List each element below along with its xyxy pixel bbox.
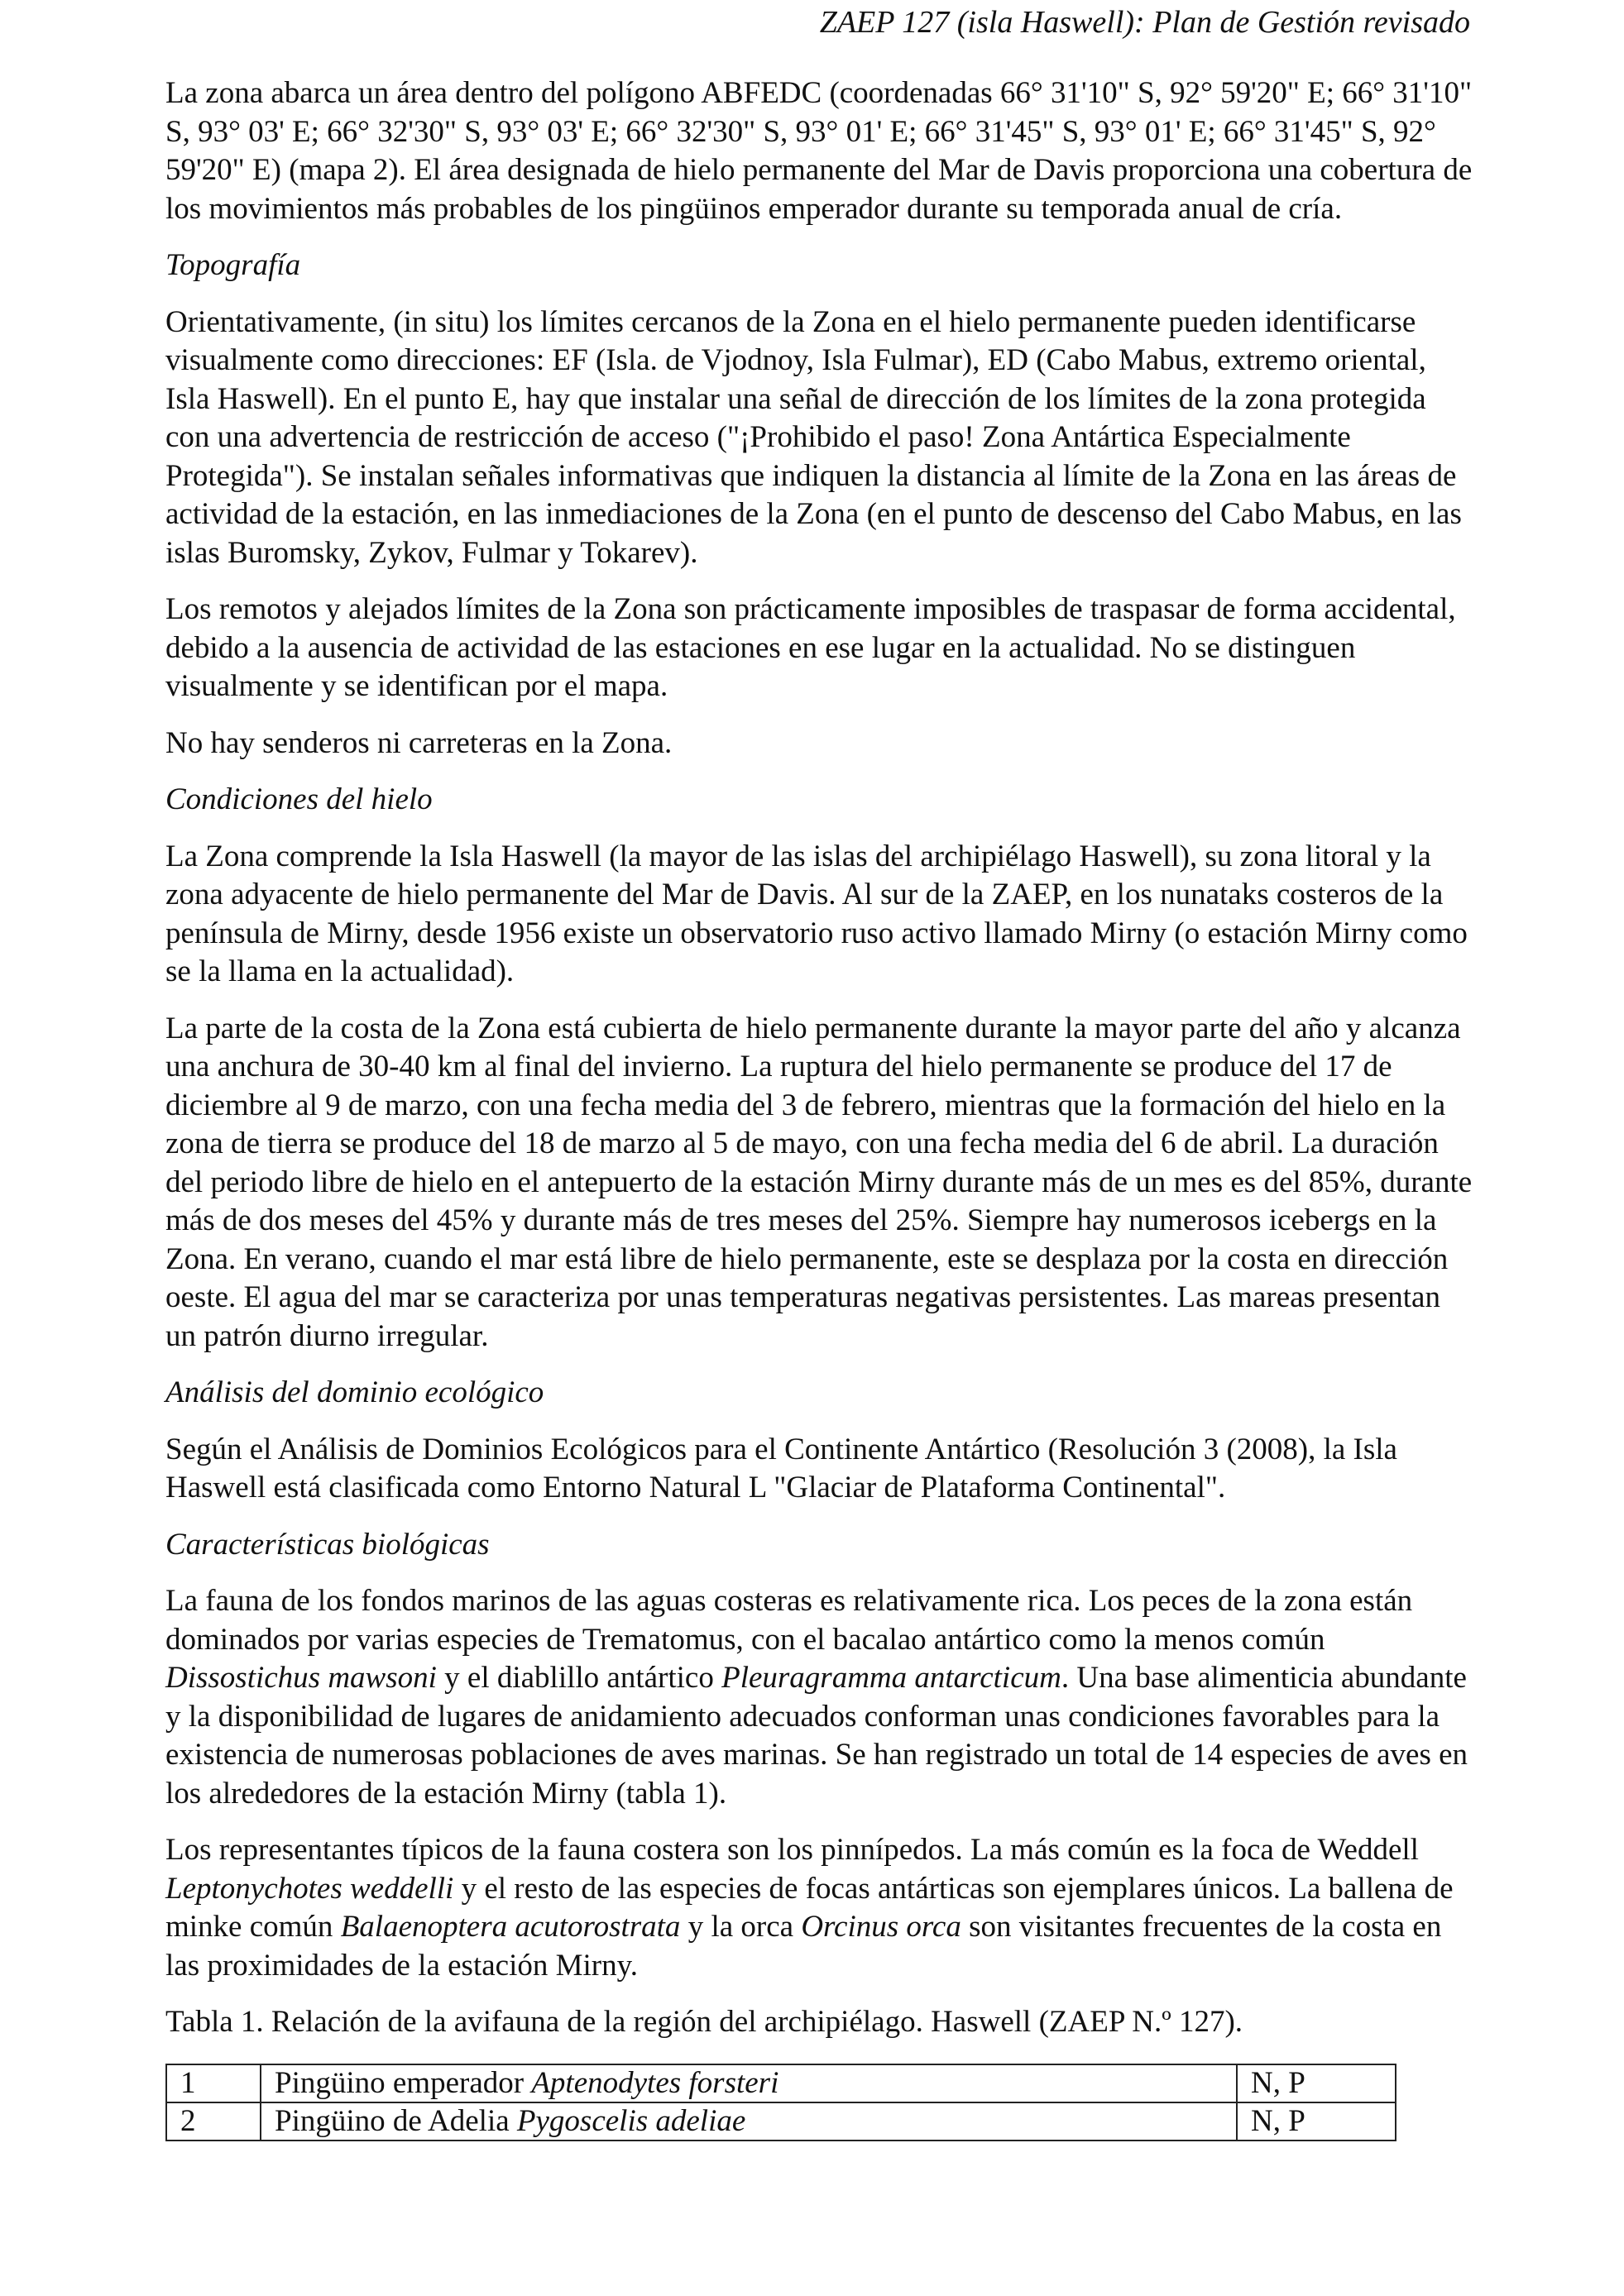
paragraph-area: La zona abarca un área dentro del polígono ABFEDC (coordenadas 66° 31'10" S, 92° 59'20" E; 66° 31'10" S, 93° 03' E; 66° 32'30" S, 93° 03' E; 66° 32'30" S, 93° 01' E; 66° 31'45" S, 93° 01' E; 66° 31'45" S, 92° 59'20" E) (mapa 2). El área designada de hielo permanente del Mar de Davis proporciona una cobertura de los movimientos más probables de los pingüinos emperador durante su temporada anual de cría. bbox=[165, 76, 1473, 226]
scientific-name: Pygoscelis adeliae bbox=[516, 2103, 746, 2138]
table-row bbox=[166, 2102, 1396, 2141]
text-run: . Una base alimenticia abundante y la disponibilidad de lugares de anidamiento adecuados conforman unas condiciones favorables para la existencia de numerosas poblaciones de aves marinas. Se han registrado un total de 14 especies de aves en los alrededores de la estación Mirny (tabla 1). bbox=[165, 1661, 1468, 1810]
species-name: Pleuragramma antarcticum bbox=[721, 1661, 1061, 1695]
row-number: 2 bbox=[166, 2102, 261, 2141]
table-caption: Tabla 1. Relación de la avifauna de la región del archipiélago. Haswell (ZAEP N.º 127). bbox=[165, 2005, 1243, 2039]
text-run: son visitantes frecuentes de la costa en las proximidades de la estación Mirny. bbox=[165, 1910, 1442, 1983]
text-run: La fauna de los fondos marinos de las aguas costeras es relativamente rica. Los peces de la zona están dominados por varias especies de Trematomus, con el bacalao antártico como la menos común bbox=[165, 1584, 1413, 1657]
paragraph-hielo-coast: La parte de la costa de la Zona está cubierta de hielo permanente durante la mayor parte del año y alcanza una anchura de 30-40 km al final del invierno. La ruptura del hielo permanente se produce del 17 de diciembre al 9 de marzo, con una fecha media del 3 de febrero, mientras que la formación del hielo en la zona de tierra se produce del 18 de marzo al 5 de mayo, con una fecha media del 6 de abril. La duración del periodo libre de hielo en el antepuerto de la estación Mirny durante más de un mes es del 85%, durante más de dos meses del 45% y durante más de tres meses del 25%. Siempre hay numerosos icebergs en la Zona. En verano, cuando el mar está libre de hielo permanente, este se desplaza por la costa en dirección oeste. El agua del mar se caracteriza por unas temperaturas negativas persistentes. Las mareas presentan un patrón diurno irregular. bbox=[165, 1011, 1473, 1353]
text-run: Los representantes típicos de la fauna costera son los pinnípedos. La más común es la foca de Weddell bbox=[165, 1833, 1419, 1867]
text-run: y el resto de las especies de focas antárticas son ejemplares únicos. La ballena de minke común bbox=[165, 1871, 1454, 1944]
text-run: y el diablillo antártico bbox=[436, 1661, 722, 1695]
document-body bbox=[165, 74, 1473, 2141]
scientific-name: Aptenodytes forsteri bbox=[531, 2065, 779, 2100]
status-cell: N, P bbox=[1237, 2102, 1396, 2141]
table-row bbox=[166, 2064, 1396, 2102]
species-name: Leptonychotes weddelli bbox=[165, 1871, 454, 1906]
status-cell: N, P bbox=[1237, 2064, 1396, 2102]
text-run: y la orca bbox=[680, 1910, 802, 1944]
paragraph-bio-mammals bbox=[165, 1831, 1473, 1985]
heading-topografia: Topografía bbox=[165, 248, 301, 282]
paragraph-hielo-zone: La Zona comprende la Isla Haswell (la mayor de las islas del archipiélago Haswell), su zona litoral y la zona adyacente de hielo permanente del Mar de Davis. Al sur de la ZAEP, en los nunataks costeros de la península de Mirny, desde 1956 existe un observatorio ruso activo llamado Mirny (o estación Mirny como se la llama en la actualidad). bbox=[165, 839, 1468, 988]
paragraph-topo-remote: Los remotos y alejados límites de la Zona son prácticamente imposibles de traspasar de forma accidental, debido a la ausencia de actividad de las estaciones en ese lugar en la actualidad. No se distinguen visualmente y se identifican por el mapa. bbox=[165, 592, 1456, 703]
heading-dominio-ecologico: Análisis del dominio ecológico bbox=[165, 1375, 544, 1409]
row-number: 1 bbox=[166, 2064, 261, 2102]
common-name: Pingüino emperador bbox=[275, 2065, 532, 2100]
species-name: Balaenoptera acutorostrata bbox=[340, 1910, 681, 1944]
paragraph-topo-roads: No hay senderos ni carreteras en la Zona. bbox=[165, 725, 673, 760]
common-name: Pingüino de Adelia bbox=[275, 2103, 517, 2138]
paragraph-dominio: Según el Análisis de Dominios Ecológicos para el Continente Antártico (Resolución 3 (2008), la Isla Haswell está clasificada como Entorno Natural L "Glaciar de Plataforma Continental". bbox=[165, 1432, 1397, 1504]
species-name: Dissostichus mawsoni bbox=[165, 1661, 437, 1695]
heading-condiciones-hielo: Condiciones del hielo bbox=[165, 782, 433, 816]
running-header: ZAEP 127 (isla Haswell): Plan de Gestión revisado bbox=[819, 5, 1470, 40]
heading-caracteristicas-biologicas: Características biológicas bbox=[165, 1527, 490, 1562]
species-cell bbox=[261, 2102, 1237, 2141]
avifauna-table bbox=[165, 2064, 1396, 2141]
species-cell bbox=[261, 2064, 1237, 2102]
paragraph-bio-fish bbox=[165, 1582, 1473, 1813]
species-name: Orcinus orca bbox=[801, 1910, 961, 1944]
paragraph-topo-limits: Orientativamente, (in situ) los límites cercanos de la Zona en el hielo permanente pueden identificarse visualmente como direcciones: EF (Isla. de Vjodnoy, Isla Fulmar), ED (Cabo Mabus, extremo oriental, Isla Haswell). En el punto E, hay que instalar una señal de dirección de los límites de la zona protegida con una advertencia de restricción de acceso ("¡Prohibido el paso! Zona Antártica Especialmente Protegida"). Se instalan señales informativas que indiquen la distancia al límite de la Zona en las áreas de actividad de la estación, en las inmediaciones de la Zona (en el punto de descenso del Cabo Mabus, en las islas Buromsky, Zykov, Fulmar y Tokarev). bbox=[165, 304, 1462, 570]
